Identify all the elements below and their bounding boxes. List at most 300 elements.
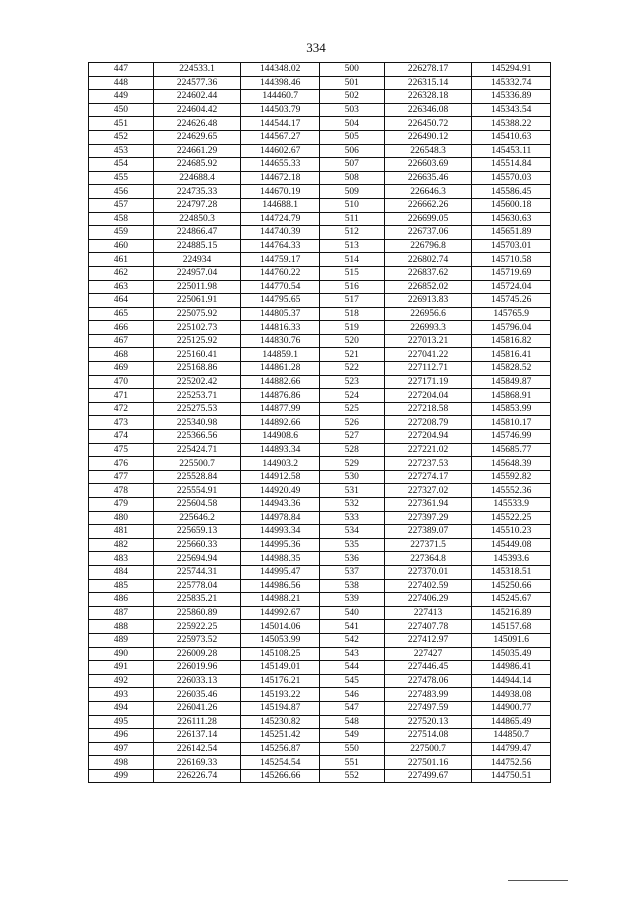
x-coordinate-cell: 227204.94 [384, 430, 472, 444]
point-number-cell: 528 [319, 443, 384, 457]
y-coordinate-cell: 144986.56 [241, 579, 320, 593]
x-coordinate-cell: 227208.79 [384, 416, 472, 430]
y-coordinate-cell: 145091.6 [472, 633, 551, 647]
y-coordinate-cell: 145719.69 [472, 266, 551, 280]
table-row [89, 579, 551, 593]
table-row [89, 742, 551, 756]
point-number-cell: 548 [319, 715, 384, 729]
point-number-cell: 510 [319, 198, 384, 212]
y-coordinate-cell: 145746.99 [472, 430, 551, 444]
table-row [89, 198, 551, 212]
point-number-cell: 517 [319, 294, 384, 308]
point-number-cell: 539 [319, 593, 384, 607]
point-number-cell: 513 [319, 239, 384, 253]
x-coordinate-cell: 224577.36 [153, 76, 241, 90]
point-number-cell: 538 [319, 579, 384, 593]
x-coordinate-cell: 225528.84 [153, 470, 241, 484]
point-number-cell: 457 [89, 198, 154, 212]
table-row [89, 334, 551, 348]
y-coordinate-cell: 145849.87 [472, 375, 551, 389]
point-number-cell: 478 [89, 484, 154, 498]
point-number-cell: 505 [319, 130, 384, 144]
table-row [89, 701, 551, 715]
y-coordinate-cell: 145853.99 [472, 402, 551, 416]
table-row [89, 620, 551, 634]
point-number-cell: 535 [319, 538, 384, 552]
y-coordinate-cell: 145816.82 [472, 334, 551, 348]
x-coordinate-cell: 225275.53 [153, 402, 241, 416]
x-coordinate-cell: 225860.89 [153, 606, 241, 620]
point-number-cell: 509 [319, 185, 384, 199]
y-coordinate-cell: 145600.18 [472, 198, 551, 212]
x-coordinate-cell: 225061.91 [153, 294, 241, 308]
point-number-cell: 543 [319, 647, 384, 661]
point-number-cell: 506 [319, 144, 384, 158]
table-row [89, 661, 551, 675]
x-coordinate-cell: 227501.16 [384, 756, 472, 770]
point-number-cell: 551 [319, 756, 384, 770]
point-number-cell: 462 [89, 266, 154, 280]
y-coordinate-cell: 145245.67 [472, 593, 551, 607]
y-coordinate-cell: 144850.7 [472, 729, 551, 743]
x-coordinate-cell: 225125.92 [153, 334, 241, 348]
point-number-cell: 493 [89, 688, 154, 702]
table-row [89, 769, 551, 783]
table-row [89, 633, 551, 647]
table-row [89, 76, 551, 90]
x-coordinate-cell: 224685.92 [153, 158, 241, 172]
y-coordinate-cell: 145533.9 [472, 498, 551, 512]
point-number-cell: 488 [89, 620, 154, 634]
point-number-cell: 494 [89, 701, 154, 715]
x-coordinate-cell: 224797.28 [153, 198, 241, 212]
point-number-cell: 503 [319, 103, 384, 117]
point-number-cell: 448 [89, 76, 154, 90]
y-coordinate-cell: 144988.21 [241, 593, 320, 607]
y-coordinate-cell: 144770.54 [241, 280, 320, 294]
y-coordinate-cell: 144938.08 [472, 688, 551, 702]
y-coordinate-cell: 145586.45 [472, 185, 551, 199]
point-number-cell: 502 [319, 90, 384, 104]
y-coordinate-cell: 145510.23 [472, 525, 551, 539]
x-coordinate-cell: 227406.29 [384, 593, 472, 607]
x-coordinate-cell: 227520.13 [384, 715, 472, 729]
y-coordinate-cell: 144655.33 [241, 158, 320, 172]
x-coordinate-cell: 226346.08 [384, 103, 472, 117]
x-coordinate-cell: 227397.29 [384, 511, 472, 525]
y-coordinate-cell: 144920.49 [241, 484, 320, 498]
x-coordinate-cell: 225102.73 [153, 321, 241, 335]
point-number-cell: 466 [89, 321, 154, 335]
point-number-cell: 507 [319, 158, 384, 172]
y-coordinate-cell: 144908.6 [241, 430, 320, 444]
point-number-cell: 524 [319, 389, 384, 403]
point-number-cell: 501 [319, 76, 384, 90]
x-coordinate-cell: 225366.56 [153, 430, 241, 444]
table-row [89, 674, 551, 688]
point-number-cell: 523 [319, 375, 384, 389]
y-coordinate-cell: 145453.11 [472, 144, 551, 158]
x-coordinate-cell: 226137.14 [153, 729, 241, 743]
point-number-cell: 536 [319, 552, 384, 566]
table-row [89, 266, 551, 280]
table-row [89, 307, 551, 321]
table-row [89, 321, 551, 335]
y-coordinate-cell: 144892.66 [241, 416, 320, 430]
x-coordinate-cell: 227514.08 [384, 729, 472, 743]
x-coordinate-cell: 226635.46 [384, 171, 472, 185]
x-coordinate-cell: 227364.8 [384, 552, 472, 566]
x-coordinate-cell: 226450.72 [384, 117, 472, 131]
point-number-cell: 500 [319, 63, 384, 77]
x-coordinate-cell: 224661.29 [153, 144, 241, 158]
x-coordinate-cell: 225660.33 [153, 538, 241, 552]
point-number-cell: 465 [89, 307, 154, 321]
point-number-cell: 530 [319, 470, 384, 484]
y-coordinate-cell: 144877.99 [241, 402, 320, 416]
point-number-cell: 459 [89, 226, 154, 240]
point-number-cell: 484 [89, 565, 154, 579]
y-coordinate-cell: 144460.7 [241, 90, 320, 104]
point-number-cell: 473 [89, 416, 154, 430]
y-coordinate-cell: 145592.82 [472, 470, 551, 484]
table-row [89, 416, 551, 430]
y-coordinate-cell: 144900.77 [472, 701, 551, 715]
table-row [89, 443, 551, 457]
point-number-cell: 508 [319, 171, 384, 185]
y-coordinate-cell: 144943.36 [241, 498, 320, 512]
table-row [89, 402, 551, 416]
y-coordinate-cell: 144503.79 [241, 103, 320, 117]
y-coordinate-cell: 145685.77 [472, 443, 551, 457]
y-coordinate-cell: 144348.02 [241, 63, 320, 77]
table-row [89, 212, 551, 226]
x-coordinate-cell: 225500.7 [153, 457, 241, 471]
x-coordinate-cell: 227499.67 [384, 769, 472, 783]
x-coordinate-cell: 224934 [153, 253, 241, 267]
y-coordinate-cell: 144865.49 [472, 715, 551, 729]
point-number-cell: 460 [89, 239, 154, 253]
x-coordinate-cell: 224626.48 [153, 117, 241, 131]
y-coordinate-cell: 145810.17 [472, 416, 551, 430]
y-coordinate-cell: 144759.17 [241, 253, 320, 267]
x-coordinate-cell: 227412.97 [384, 633, 472, 647]
point-number-cell: 547 [319, 701, 384, 715]
x-coordinate-cell: 226796.8 [384, 239, 472, 253]
point-number-cell: 470 [89, 375, 154, 389]
y-coordinate-cell: 144995.36 [241, 538, 320, 552]
y-coordinate-cell: 144688.1 [241, 198, 320, 212]
y-coordinate-cell: 144752.56 [472, 756, 551, 770]
x-coordinate-cell: 225973.52 [153, 633, 241, 647]
y-coordinate-cell: 145318.51 [472, 565, 551, 579]
point-number-cell: 521 [319, 348, 384, 362]
y-coordinate-cell: 145266.66 [241, 769, 320, 783]
x-coordinate-cell: 227218.58 [384, 402, 472, 416]
point-number-cell: 544 [319, 661, 384, 675]
x-coordinate-cell: 224957.04 [153, 266, 241, 280]
y-coordinate-cell: 144544.17 [241, 117, 320, 131]
coordinates-table [88, 62, 551, 783]
table-row [89, 158, 551, 172]
point-number-cell: 454 [89, 158, 154, 172]
y-coordinate-cell: 144764.33 [241, 239, 320, 253]
point-number-cell: 492 [89, 674, 154, 688]
y-coordinate-cell: 145230.82 [241, 715, 320, 729]
y-coordinate-cell: 144986.41 [472, 661, 551, 675]
point-number-cell: 549 [319, 729, 384, 743]
x-coordinate-cell: 226993.3 [384, 321, 472, 335]
point-number-cell: 479 [89, 498, 154, 512]
point-number-cell: 545 [319, 674, 384, 688]
table-row [89, 130, 551, 144]
table-row [89, 688, 551, 702]
x-coordinate-cell: 225554.91 [153, 484, 241, 498]
table-row [89, 389, 551, 403]
y-coordinate-cell: 145816.41 [472, 348, 551, 362]
x-coordinate-cell: 225835.21 [153, 593, 241, 607]
y-coordinate-cell: 144988.35 [241, 552, 320, 566]
y-coordinate-cell: 145745.26 [472, 294, 551, 308]
table-row [89, 593, 551, 607]
point-number-cell: 455 [89, 171, 154, 185]
point-number-cell: 512 [319, 226, 384, 240]
y-coordinate-cell: 144760.22 [241, 266, 320, 280]
x-coordinate-cell: 225168.86 [153, 362, 241, 376]
point-number-cell: 483 [89, 552, 154, 566]
point-number-cell: 541 [319, 620, 384, 634]
x-coordinate-cell: 224629.65 [153, 130, 241, 144]
point-number-cell: 499 [89, 769, 154, 783]
x-coordinate-cell: 226033.13 [153, 674, 241, 688]
y-coordinate-cell: 145336.89 [472, 90, 551, 104]
x-coordinate-cell: 224885.15 [153, 239, 241, 253]
point-number-cell: 468 [89, 348, 154, 362]
table-row [89, 565, 551, 579]
y-coordinate-cell: 145157.68 [472, 620, 551, 634]
x-coordinate-cell: 227497.59 [384, 701, 472, 715]
y-coordinate-cell: 145449.08 [472, 538, 551, 552]
x-coordinate-cell: 225694.94 [153, 552, 241, 566]
table-row [89, 470, 551, 484]
y-coordinate-cell: 145108.25 [241, 647, 320, 661]
table-row [89, 280, 551, 294]
x-coordinate-cell: 227413 [384, 606, 472, 620]
table-row [89, 511, 551, 525]
table-row [89, 348, 551, 362]
point-number-cell: 542 [319, 633, 384, 647]
y-coordinate-cell: 144859.1 [241, 348, 320, 362]
point-number-cell: 456 [89, 185, 154, 199]
y-coordinate-cell: 145651.89 [472, 226, 551, 240]
y-coordinate-cell: 145570.03 [472, 171, 551, 185]
y-coordinate-cell: 145194.87 [241, 701, 320, 715]
x-coordinate-cell: 226603.69 [384, 158, 472, 172]
table-row [89, 525, 551, 539]
point-number-cell: 496 [89, 729, 154, 743]
y-coordinate-cell: 144740.39 [241, 226, 320, 240]
point-number-cell: 463 [89, 280, 154, 294]
point-number-cell: 552 [319, 769, 384, 783]
x-coordinate-cell: 227427 [384, 647, 472, 661]
point-number-cell: 469 [89, 362, 154, 376]
y-coordinate-cell: 145648.39 [472, 457, 551, 471]
y-coordinate-cell: 145014.06 [241, 620, 320, 634]
x-coordinate-cell: 225646.2 [153, 511, 241, 525]
y-coordinate-cell: 144724.79 [241, 212, 320, 226]
y-coordinate-cell: 144799.47 [472, 742, 551, 756]
x-coordinate-cell: 224735.33 [153, 185, 241, 199]
x-coordinate-cell: 227274.17 [384, 470, 472, 484]
table-row [89, 484, 551, 498]
y-coordinate-cell: 145796.04 [472, 321, 551, 335]
x-coordinate-cell: 226278.17 [384, 63, 472, 77]
x-coordinate-cell: 226662.26 [384, 198, 472, 212]
x-coordinate-cell: 227013.21 [384, 334, 472, 348]
x-coordinate-cell: 226226.74 [153, 769, 241, 783]
point-number-cell: 504 [319, 117, 384, 131]
x-coordinate-cell: 227446.45 [384, 661, 472, 675]
x-coordinate-cell: 226111.28 [153, 715, 241, 729]
y-coordinate-cell: 144876.86 [241, 389, 320, 403]
x-coordinate-cell: 226956.6 [384, 307, 472, 321]
y-coordinate-cell: 145251.42 [241, 729, 320, 743]
page-number: 334 [306, 40, 326, 55]
point-number-cell: 475 [89, 443, 154, 457]
y-coordinate-cell: 145522.25 [472, 511, 551, 525]
x-coordinate-cell: 226490.12 [384, 130, 472, 144]
point-number-cell: 516 [319, 280, 384, 294]
x-coordinate-cell: 227112.71 [384, 362, 472, 376]
x-coordinate-cell: 226737.06 [384, 226, 472, 240]
table-row [89, 226, 551, 240]
y-coordinate-cell: 145828.52 [472, 362, 551, 376]
x-coordinate-cell: 226328.18 [384, 90, 472, 104]
y-coordinate-cell: 144882.66 [241, 375, 320, 389]
point-number-cell: 447 [89, 63, 154, 77]
x-coordinate-cell: 226019.96 [153, 661, 241, 675]
point-number-cell: 474 [89, 430, 154, 444]
point-number-cell: 458 [89, 212, 154, 226]
y-coordinate-cell: 145868.91 [472, 389, 551, 403]
point-number-cell: 511 [319, 212, 384, 226]
y-coordinate-cell: 145410.63 [472, 130, 551, 144]
table-row [89, 63, 551, 77]
y-coordinate-cell: 144795.65 [241, 294, 320, 308]
x-coordinate-cell: 225340.98 [153, 416, 241, 430]
table-row [89, 715, 551, 729]
y-coordinate-cell: 144816.33 [241, 321, 320, 335]
point-number-cell: 522 [319, 362, 384, 376]
x-coordinate-cell: 225011.98 [153, 280, 241, 294]
x-coordinate-cell: 225202.42 [153, 375, 241, 389]
table-row [89, 117, 551, 131]
y-coordinate-cell: 145724.04 [472, 280, 551, 294]
x-coordinate-cell: 225160.41 [153, 348, 241, 362]
y-coordinate-cell: 144944.14 [472, 674, 551, 688]
point-number-cell: 518 [319, 307, 384, 321]
point-number-cell: 490 [89, 647, 154, 661]
x-coordinate-cell: 227371.5 [384, 538, 472, 552]
table-row [89, 294, 551, 308]
point-number-cell: 452 [89, 130, 154, 144]
point-number-cell: 487 [89, 606, 154, 620]
point-number-cell: 525 [319, 402, 384, 416]
y-coordinate-cell: 145388.22 [472, 117, 551, 131]
x-coordinate-cell: 226913.83 [384, 294, 472, 308]
point-number-cell: 467 [89, 334, 154, 348]
x-coordinate-cell: 226315.14 [384, 76, 472, 90]
y-coordinate-cell: 144567.27 [241, 130, 320, 144]
y-coordinate-cell: 144995.47 [241, 565, 320, 579]
x-coordinate-cell: 227370.01 [384, 565, 472, 579]
x-coordinate-cell: 225778.04 [153, 579, 241, 593]
y-coordinate-cell: 144602.67 [241, 144, 320, 158]
point-number-cell: 450 [89, 103, 154, 117]
x-coordinate-cell: 227327.02 [384, 484, 472, 498]
y-coordinate-cell: 145332.74 [472, 76, 551, 90]
table-row [89, 647, 551, 661]
x-coordinate-cell: 224688.4 [153, 171, 241, 185]
point-number-cell: 477 [89, 470, 154, 484]
point-number-cell: 485 [89, 579, 154, 593]
point-number-cell: 491 [89, 661, 154, 675]
point-number-cell: 489 [89, 633, 154, 647]
y-coordinate-cell: 145294.91 [472, 63, 551, 77]
x-coordinate-cell: 227171.19 [384, 375, 472, 389]
y-coordinate-cell: 144978.84 [241, 511, 320, 525]
y-coordinate-cell: 145250.66 [472, 579, 551, 593]
x-coordinate-cell: 226142.54 [153, 742, 241, 756]
y-coordinate-cell: 144992.67 [241, 606, 320, 620]
x-coordinate-cell: 226699.05 [384, 212, 472, 226]
point-number-cell: 486 [89, 593, 154, 607]
x-coordinate-cell: 226035.46 [153, 688, 241, 702]
y-coordinate-cell: 145703.01 [472, 239, 551, 253]
point-number-cell: 537 [319, 565, 384, 579]
point-number-cell: 495 [89, 715, 154, 729]
x-coordinate-cell: 224533.1 [153, 63, 241, 77]
y-coordinate-cell: 145193.22 [241, 688, 320, 702]
point-number-cell: 461 [89, 253, 154, 267]
table-row [89, 552, 551, 566]
y-coordinate-cell: 144993.34 [241, 525, 320, 539]
y-coordinate-cell: 145035.49 [472, 647, 551, 661]
table-row [89, 362, 551, 376]
table-row [89, 375, 551, 389]
point-number-cell: 534 [319, 525, 384, 539]
y-coordinate-cell: 145552.36 [472, 484, 551, 498]
x-coordinate-cell: 227478.06 [384, 674, 472, 688]
y-coordinate-cell: 145254.54 [241, 756, 320, 770]
table-row [89, 457, 551, 471]
point-number-cell: 514 [319, 253, 384, 267]
x-coordinate-cell: 227407.78 [384, 620, 472, 634]
y-coordinate-cell: 145176.21 [241, 674, 320, 688]
point-number-cell: 451 [89, 117, 154, 131]
y-coordinate-cell: 144805.37 [241, 307, 320, 321]
table-row [89, 729, 551, 743]
point-number-cell: 519 [319, 321, 384, 335]
x-coordinate-cell: 226852.02 [384, 280, 472, 294]
point-number-cell: 472 [89, 402, 154, 416]
x-coordinate-cell: 227402.59 [384, 579, 472, 593]
point-number-cell: 498 [89, 756, 154, 770]
point-number-cell: 533 [319, 511, 384, 525]
y-coordinate-cell: 144903.2 [241, 457, 320, 471]
point-number-cell: 532 [319, 498, 384, 512]
x-coordinate-cell: 224602.44 [153, 90, 241, 104]
